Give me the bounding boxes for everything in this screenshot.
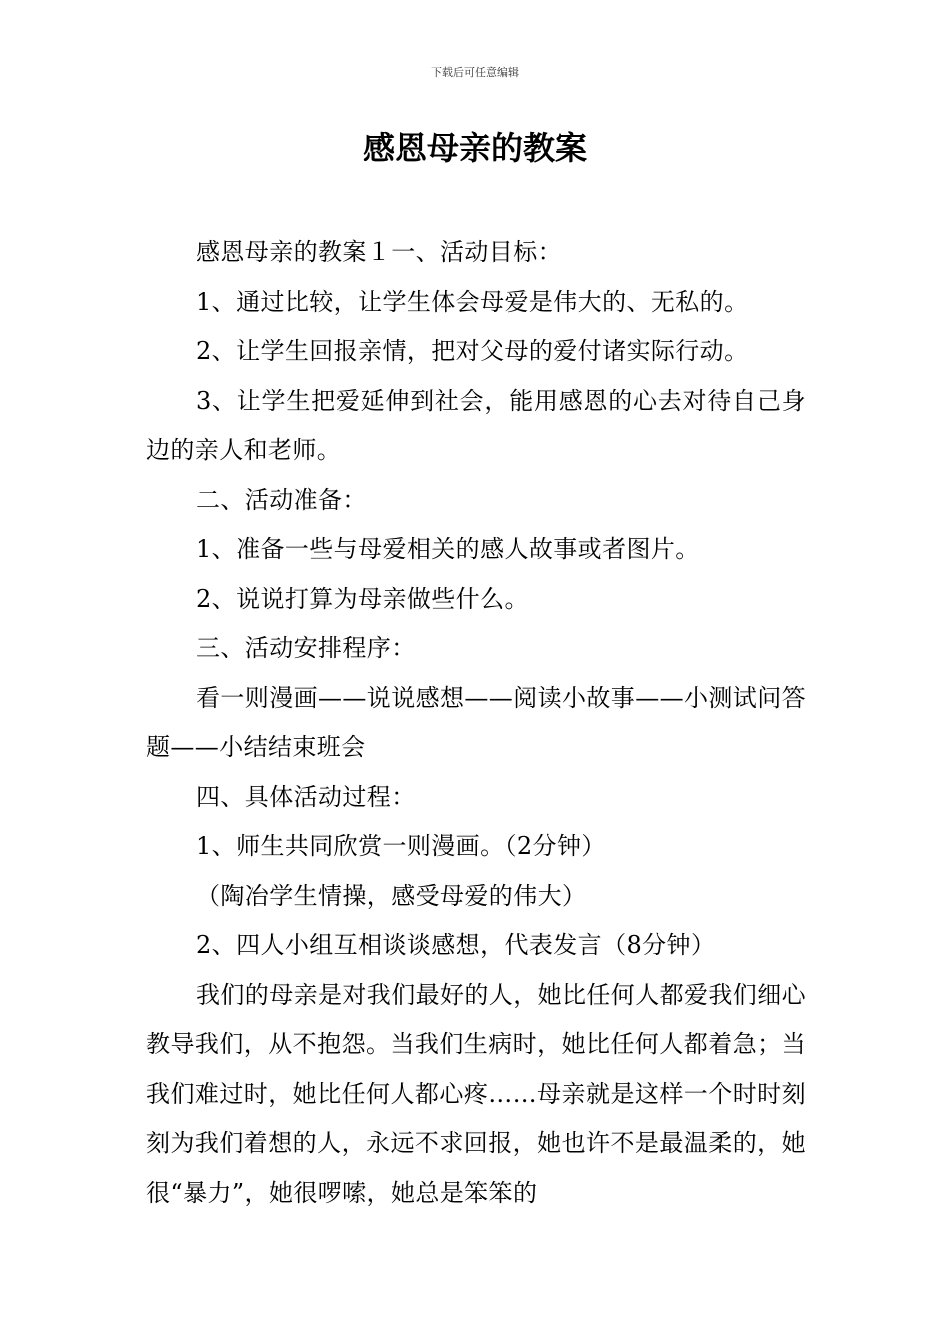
paragraph-process-1: 1、师生共同欣赏一则漫画。（2分钟） [196,832,606,860]
paragraph-process-heading: 四、具体活动过程： [196,782,416,811]
paragraph-schedule-steps: 看一则漫画——说说感想——阅读小故事——小测试问答题——小结结束班会 [146,683,806,761]
paragraph-process-2: 2、四人小组互相谈谈感想，代表发言（8分钟） [196,931,716,959]
paragraph-goal-1: 1、通过比较，让学生体会母爱是伟大的、无私的。 [196,287,749,316]
paragraph-schedule-heading: 三、活动安排程序： [196,634,416,662]
paragraph-activity-goal-heading: 感恩母亲的教案１一、活动目标： [196,238,562,266]
document-body [146,228,806,1218]
paragraph-preparation-1: 1、准备一些与母爱相关的感人故事或者图片。 [196,535,700,563]
paragraph-process-1-note: （陶冶学生情操，感受母爱的伟大） [196,881,587,910]
paragraph-goal-3: 3、让学生把爱延伸到社会，能用感恩的心去对待自己身边的亲人和老师。 [146,386,806,464]
header-note: 下载后可任意编辑 [431,66,519,79]
paragraph-preparation-2: 2、说说打算为母亲做些什么。 [196,584,529,613]
document-title: 感恩母亲的教案 [362,129,587,167]
paragraph-preparation-heading: 二、活动准备： [196,485,367,514]
paragraph-mother-story: 我们的母亲是对我们最好的人，她比任何人都爱我们细心教导我们，从不抱怨。当我们生病时，她比任何人都着急；当我们难过时，她比任何人都心疼……母亲就是这样一个时时刻刻为我们着想的人，永远不求回报，她也许不是最温柔的，她很“暴力”，她很啰嗦，她总是笨笨的 [146,980,806,1207]
paragraph-goal-2: 2、让学生回报亲情，把对父母的爱付诸实际行动。 [196,337,749,365]
